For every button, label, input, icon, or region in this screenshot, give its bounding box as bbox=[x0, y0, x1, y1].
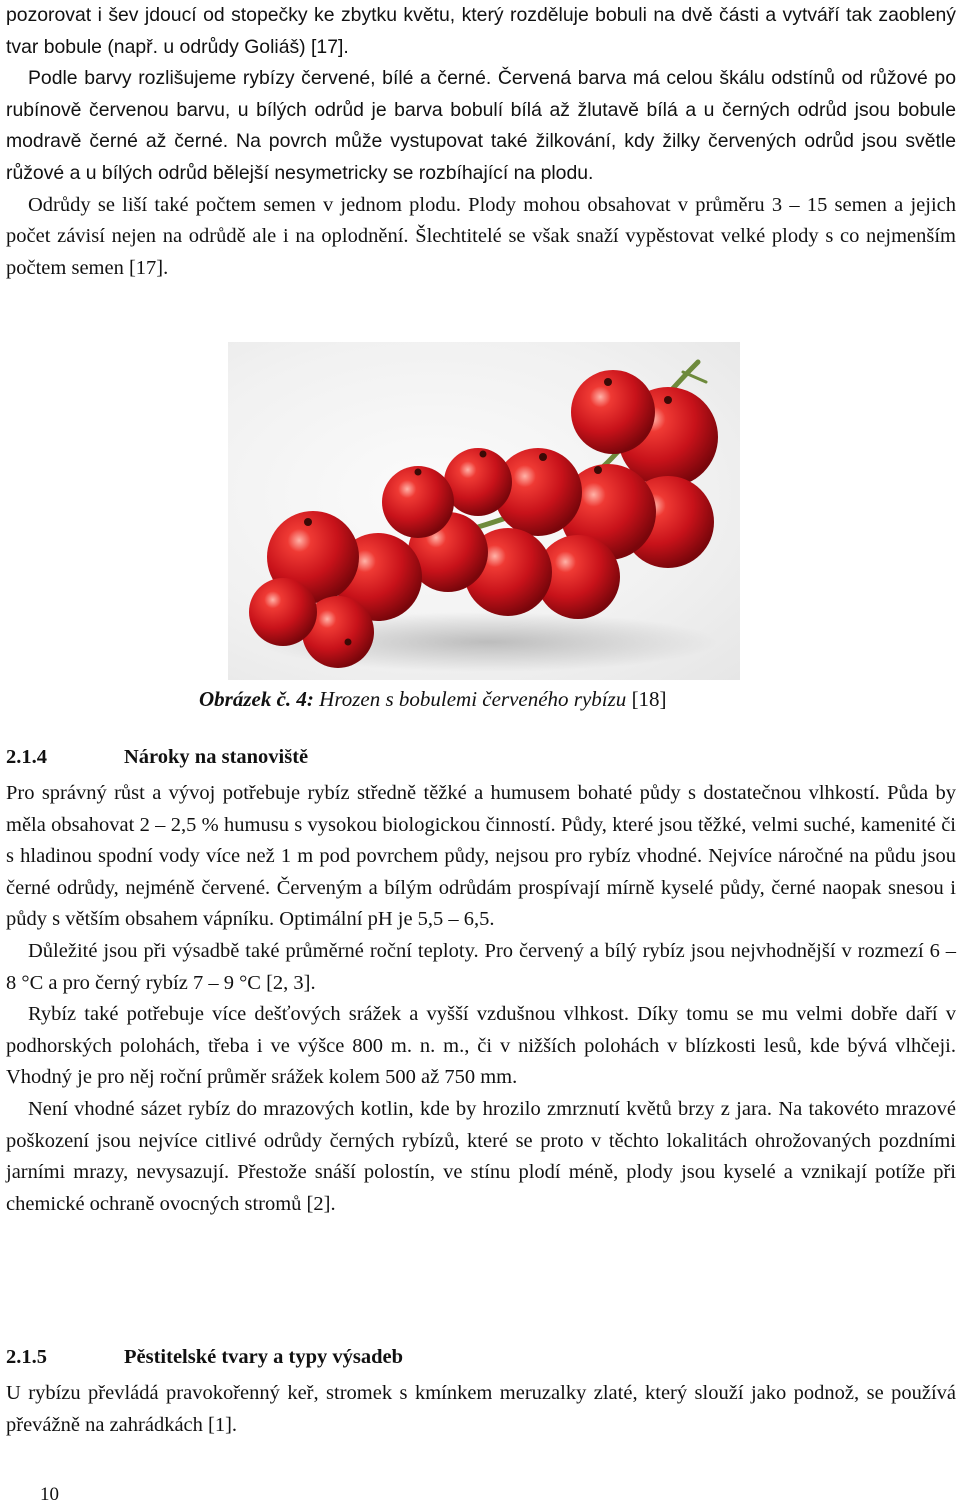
figure-caption-label: Obrázek č. 4: bbox=[199, 687, 314, 711]
figure-red-currant-photo bbox=[228, 342, 740, 680]
section-2-1-4-body bbox=[6, 778, 956, 1220]
paragraph: U rybízu převládá pravokořenný keř, stromek s kmínkem meruzalky zlaté, který slouží jako podnož, se používá převážně na zahrádkách [1]. bbox=[6, 1382, 956, 1436]
section-number: 2.1.5 bbox=[6, 1346, 47, 1368]
paragraph: Důležité jsou při výsadbě také průměrné roční teploty. Pro červený a bílý rybíz jsou nejvhodnější v rozmezí 6 – 8 °C a pro černý rybíz 7 – 9 °C [2, 3]. bbox=[6, 939, 956, 994]
paragraph: pozorovat i šev jdoucí od stopečky ke zbytku květu, který rozděluje bobuli na dvě části a vytváří tak zaoblený tvar bobule (např. u odrůdy Goliáš) [17]. bbox=[6, 4, 956, 58]
section-title: Pěstitelské tvary a typy výsadeb bbox=[124, 1346, 404, 1368]
paragraph: Podle barvy rozlišujeme rybízy červené, bílé a černé. Červená barva má celou škálu odstínů od růžové po rubínově červenou barvu, u bílých odrůd je barva bobulí bílá až žlutavě bílá a u černých odrůd jsou bobule modravě černé až černé. Na povrch může vystupovat také žilkování, kdy žilky červených odrůd jsou světle růžové a u bílých odrůd bělejší nesymetricky se rozbíhající na plodu. bbox=[6, 67, 956, 184]
figure-caption bbox=[199, 684, 667, 714]
red-currant-illustration bbox=[228, 342, 740, 680]
paragraph: Rybíz také potřebuje více dešťových srážek a vyšší vzdušnou vlhkost. Díky tomu se mu velmi dobře daří v podhorských polohách, třeba i ve výšce 800 m. n. m., či v nižších polohách v blízkosti lesů, kde bývá vlhčeji. Vhodný je pro něj roční průměr srážek kolem 500 až 750 mm. bbox=[6, 1003, 956, 1089]
paragraph: Pro správný růst a vývoj potřebuje rybíz středně těžké a humusem bohaté půdy s dostatečnou vlhkostí. Půda by měla obsahovat 2 – 2,5 % humusu s vysokou biologickou činností. Půdy, které jsou těžké, velmi suché, kamenité či s hladinou spodní vody více než 1 m pod povrchem půdy, nejsou pro rybíz vhodné. Nejvíce náročné na půdu jsou černé odrůdy, nejméně červené. Červeným a bílým odrůdám prospívají mírně kyselé půdy, černé naopak snesou i půdy s větším obsahem vápníku. Optimální pH je 5,5 – 6,5. bbox=[6, 782, 956, 931]
paragraph: Není vhodné sázet rybíz do mrazových kotlin, kde by hrozilo zmrznutí květů brzy z jara. Na takovéto mrazové poškození jsou nejvíce citlivé odrůdy černých rybízů, které se proto v těchto lokalitách ohrožovaných pozdními jarními mrazy, nevysazují. Přestože snáší polostín, ve stínu plodí méně, plody jsou kyselé a vznikají potíže při chemické ochraně ovocných stromů [2]. bbox=[6, 1097, 956, 1215]
section-heading-2-1-4 bbox=[6, 742, 308, 772]
section-number: 2.1.4 bbox=[6, 746, 47, 768]
section-2-1-5-body bbox=[6, 1378, 956, 1441]
section-title: Nároky na stanoviště bbox=[124, 746, 309, 768]
figure-caption-reference: [18] bbox=[631, 687, 667, 711]
page-number: 10 bbox=[40, 1484, 59, 1505]
figure-caption-title: Hrozen s bobulemi červeného rybízu bbox=[319, 687, 627, 711]
intro-paragraphs bbox=[6, 0, 956, 284]
paragraph: Odrůdy se liší také počtem semen v jednom plodu. Plody mohou obsahovat v průměru 3 – 15 semen a jejich počet závisí nejen na odrůdě ale i na oplodnění. Šlechtitelé se však snaží vypěstovat velké plody s co nejmenším počtem semen [17]. bbox=[6, 193, 956, 279]
section-heading-2-1-5 bbox=[6, 1342, 403, 1372]
